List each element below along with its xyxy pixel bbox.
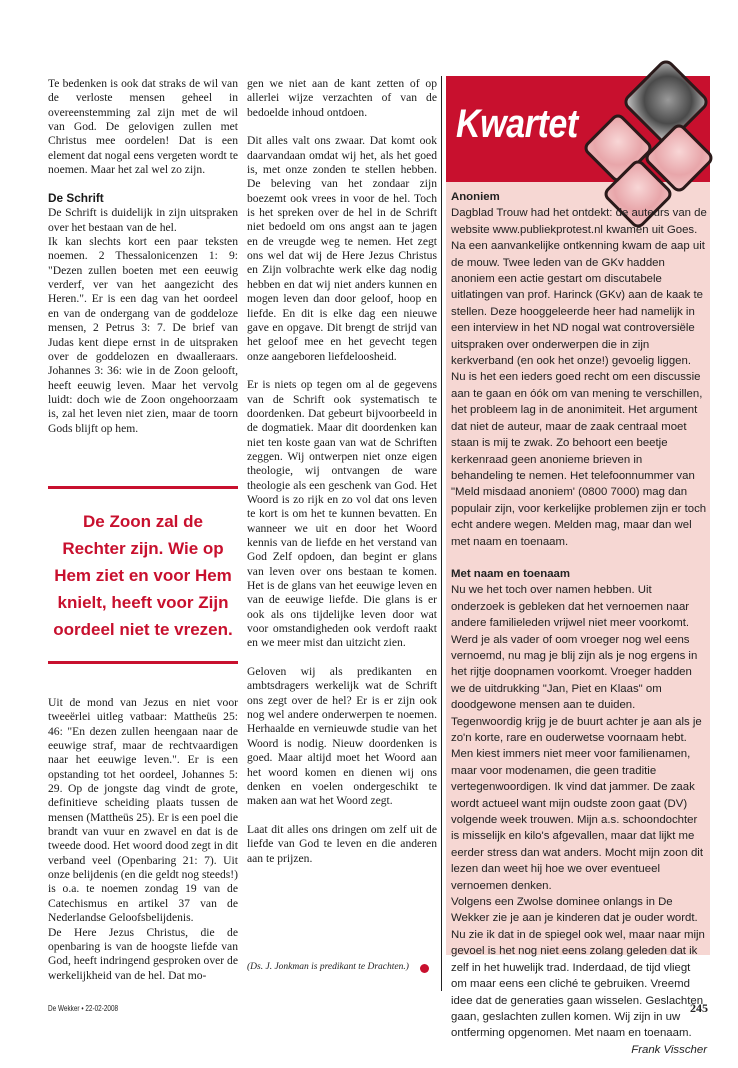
kwartet-title: Kwartet — [456, 102, 578, 146]
paragraph: Dit alles valt ons zwaar. Dat komt ook daarvandaan omdat wij het, als het goed is, met onze zonden te stellen hebben. De beleving van het zondaar zijn boezemt ook vrees in voor de hel. Toch is het spreken over de hel in de Schrift niet bedoeld om ons angst aan te jagen en de vreugde weg te nemen. Het zegt ons wel dat wij de Here Jezus Christus en Zijn volbrachte werk elke dag nodig hebben en dat wij niet anders kunnen en mogen leven dan door geloof, hoop en liefde. En dit is elke dag een nieuwe gave en opgave. Dit brengt de strijd van het geloof mee en het gevecht tegen onze aangeboren liefdeloosheid. — [247, 134, 437, 363]
kwartet-header — [446, 76, 710, 182]
paragraph: Volgens een Zwolse dominee onlangs in De Wekker zie je aan je kinderen dat je ouder wordt. Nu zie ik dat in de spiegel ook wel, maar naar mijn gevoel is het nog niet eens zolang geleden dat ik zelf in het huwelijk trad. Inderdaad, de tijd vliegt om maar eens een cliché te gebruiken. Vreemd idee dat de generaties gaan wisselen. Geslachten gaan, geslachten zullen komen. Wij zijn in uw ontferming opgenomen. Met naam en toenaam. — [451, 896, 705, 1040]
paragraph: Nu we het toch over namen hebben. Uit onderzoek is gebleken dat het vernoemen naar andere familieleden vrijwel niet meer voorkomt. Werd je als vader of oom vroeger nog wel eens vernoemd, nu mag je blij zijn als je nog ergens in het rijtje doopnamen voorkomt. Vroeger hadden we de uitdrukking "Jan, Piet en Klaas" om doodgewone mensen aan te duiden. Tegenwoordig krijg je de buurt achter je aan als je zo'n korte, rare en ouderwetse voornaam hebt. Men kiest immers niet meer voor familienamen, maar voor modenamen, die geen traditie vertegenwoordigen. Ik vind dat jammer. De zaak wordt actueel want mijn oudste zoon gaat (DV) volgende week trouwen. Mijn a.s. schoondochter is misselijk en kilo's afgevallen, maar dat lijkt me eerder stress dan wat anders. Mocht mijn zoon dit lezen dan weet hij hoe we over eventueel vernoemen denken. — [451, 584, 703, 892]
paragraph: Dagblad Trouw had het ontdekt: de auteurs van de website www.publiekprotest.nl kwamen uit Goes. Na een aanvankelijke ontkenning kwam de aap uit de mouw. Twee leden van de GKv hadden anoniem een actie gestart om discutabele uitlatingen van prof. Harinck (GKv) aan de kaak te stellen. Deze hooggeleerde heer had namelijk in een interview in het ND nogal wat controversiële uitspraken over onderwerpen die in zijn kerkverband (en ook het onze!) gevoelig liggen. Nu is het een ieders goed recht om een discussie aan te gaan en óók om van mening te verschillen, het probleem lag in de anonimiteit. Het argument dat niet de auteur, maar de zaak centraal moet staan is mij te zwak. Zo behoort een beetje kerkenraad geen anonieme brieven in behandeling te nemen. Het telefoonnummer van "Meld misdaad anoniem' (0800 7000) mag dan populair zijn, voor kerkelijke problemen zijn er toch echt andere wegen. Melden mag, maar dan wel met naam en toenaam. — [451, 207, 707, 548]
section-heading: Met naam en toenaam — [451, 567, 571, 580]
article-column-1-lower — [48, 696, 238, 983]
column-divider — [441, 76, 442, 991]
paragraph: Uit de mond van Jezus en niet voor tweeërlei uitleg vatbaar: Mattheüs 25: 46: "En dezen zullen heengaan naar de eeuwige straf, maar de rechtvaardigen naar het eeuwige leven.". Er is een opstanding tot het oordeel, Johannes 5: 29. Op de jongste dag vindt de grote, definitieve scheiding plaats tussen de mensen (Mattheüs 25). Er is een poel die brandt van vuur en zwavel en dat is de tweede dood. Het woord dood zegt in dit verband veel (Openbaring 21: 7). Uit onze belijdenis (en die geldt nog steeds!) is o.a. te noemen zondag 19 van de Catechismus en artikel 37 van de Nederlandse Geloofsbelijdenis. — [48, 696, 238, 925]
paragraph: De Schrift is duidelijk in zijn uitspraken over het bestaan van de hel. — [48, 206, 238, 234]
author-signature: Frank Visscher — [631, 1043, 707, 1056]
paragraph: Ik kan slechts kort een paar teksten noemen. 2 Thessalonicenzen 1: 9: "Dezen zullen boeten met een eeuwig verderf, ver van het aangezicht des Heren.". Er is een dag van het oordeel en van de ondergang van de goddeloze mensen, 2 Petrus 3: 7. De brief van Judas kent diepe ernst in de uitspraken over de goddelozen en dwaalleraars. Johannes 3: 36: wie in de Zoon gelooft, heeft eeuwig leven. Maar het vervolg luidt: doch wie de Zoon ongehoorzaam is, zal het leven niet zien, maar de toorn Gods blijft op hem. — [48, 235, 238, 435]
paragraph: Geloven wij als predikanten en ambtsdragers werkelijk wat de Schrift ons zegt over de hel? Er is er zijn ook nog wel andere onderwerpen te noemen. Herhaalde en vernieuwde studie van het Woord is nodig. Nieuw doordenken is goed. Maar altijd moet het Woord aan het woord komen en dienen wij ons denken en voelen ondergeschikt te maken aan wat het Woord zegt. — [247, 665, 437, 808]
paragraph: De Here Jezus Christus, die de openbaring is van de hoogste liefde van God, heeft indringend gesproken over de werkelijkheid van de hel. Dat mo- — [48, 925, 238, 982]
kwartet-body — [451, 189, 707, 1058]
author-footnote: (Ds. J. Jonkman is predikant te Drachten.) — [247, 962, 409, 972]
article-column-2 — [247, 77, 437, 866]
publication-footer: De Wekker • 22-02-2008 — [48, 1004, 119, 1013]
paragraph: Er is niets op tegen om al de gegevens van de Schrift ook systematisch te doordenken. Dat gebeurt bijvoorbeeld in de dogmatiek. Maar dit doordenken kan niet ten koste gaan van wat de Schriften zeggen. Wij ontwerpen niet onze eigen theologie, wij ontvangen de ware theologie als een geschenk van God. Het Woord is zo rijk en zo vol dat ons leven te kort is om het te kunnen bevatten. En wanneer we uit en door het Woord kennis van de liefde en het verstand van God Zelf opdoen, dan begint er glans van leven over ons bestaan te komen. Het is de glans van het eeuwige leven en van de eeuwige liefde. Die glans is er ook als ons tijdelijke leven door wat voor omstandigheden ook verdoft raakt en we meer mist dan uitzicht zien. — [247, 378, 437, 650]
page-number: 245 — [690, 1001, 708, 1015]
paragraph: Te bedenken is ook dat straks de wil van de verloste mensen geheel in overeenstemming zal zijn met de wil van God. De gelovigen zullen met Christus mee oordelen! Dat is een element dat nogal eens vergeten wordt te noemen. Maar het zal wel zo zijn. — [48, 77, 238, 177]
section-heading: Anoniem — [451, 191, 500, 203]
paragraph: gen we niet aan de kant zetten of op allerlei wijze verzachten of van de bedoelde inhoud ontdoen. — [247, 77, 437, 119]
section-heading: De Schrift — [48, 191, 104, 206]
article-column-1 — [48, 77, 238, 436]
pull-quote: De Zoon zal de Rechter zijn. Wie op Hem ziet en voor Hem knielt, heeft voor Zijn oordeel niet te vrezen. — [48, 486, 238, 664]
paragraph: Laat dit alles ons dringen om zelf uit de liefde van God te leven en die anderen aan te prijzen. — [247, 822, 437, 865]
end-mark-icon — [420, 964, 429, 973]
